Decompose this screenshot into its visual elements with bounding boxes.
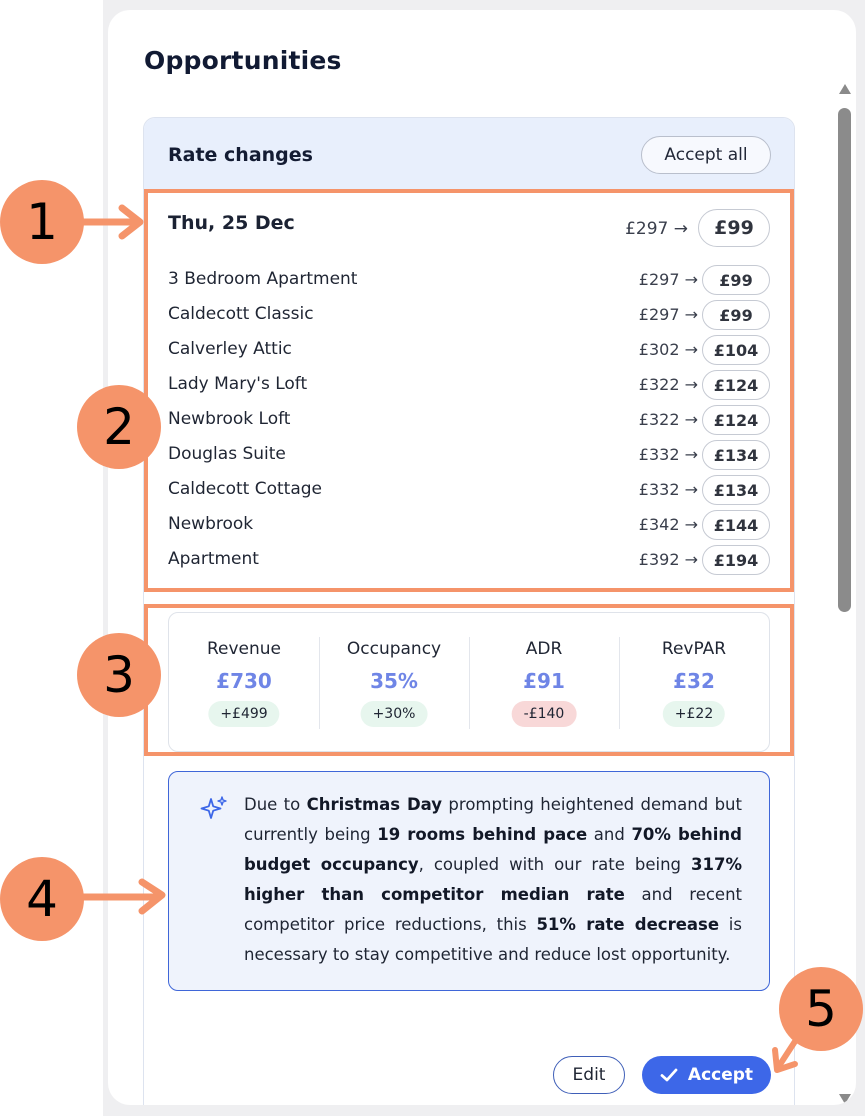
annotation-badge-1: 1 — [0, 180, 84, 264]
room-new-rate[interactable]: £144 — [702, 510, 770, 540]
stat-value: £32 — [673, 669, 715, 693]
arrow-5-icon — [765, 1020, 815, 1080]
stat-label: ADR — [525, 639, 563, 659]
accept-button[interactable] — [642, 1056, 771, 1094]
room-old-rate: £297 → — [638, 270, 698, 289]
room-name: Caldecott Cottage — [168, 479, 323, 499]
annotation-badge-5: 5 — [779, 967, 863, 1051]
accept-all-button[interactable]: Accept all — [641, 136, 771, 174]
stat-value: £91 — [523, 669, 565, 693]
room-name: Lady Mary's Loft — [168, 374, 308, 394]
check-icon — [660, 1068, 678, 1082]
room-new-rate[interactable]: £124 — [702, 370, 770, 400]
room-new-rate[interactable]: £124 — [702, 405, 770, 435]
stat-value: £730 — [216, 669, 272, 693]
stat-label: Revenue — [206, 639, 282, 659]
arrow-1-icon — [80, 200, 150, 245]
highlight-rate-list — [144, 189, 794, 592]
scroll-up-arrow-icon[interactable] — [839, 84, 851, 94]
stat-value: 35% — [370, 669, 418, 693]
insight-segment: prompting heightened demand but currently being — [244, 795, 742, 844]
page-title: Opportunities — [144, 46, 342, 75]
room-new-rate[interactable]: £134 — [702, 440, 770, 470]
room-new-rate[interactable]: £99 — [702, 300, 770, 330]
insight-segment: and recent competitor price reductions, this — [244, 885, 742, 934]
room-name: Newbrook — [168, 514, 254, 534]
room-old-rate: £322 → — [638, 375, 698, 394]
panel-title: Rate changes — [168, 144, 313, 166]
annotation-badge-4: 4 — [0, 857, 84, 941]
annotation-badge-2: 2 — [77, 385, 161, 469]
sparkle-icon — [199, 794, 229, 824]
stat-change-badge: +£22 — [663, 701, 725, 727]
room-old-rate: £302 → — [638, 340, 698, 359]
insight-segment: is necessary to stay competitive and reduce lost opportunity. — [244, 915, 742, 964]
insight-segment: Due to — [244, 795, 307, 814]
room-old-rate: £392 → — [638, 550, 698, 569]
accept-button-label: Accept — [687, 1065, 754, 1085]
date-new-rate[interactable]: £99 — [698, 209, 770, 247]
annotation-badge-3: 3 — [77, 633, 161, 717]
stat-label: Occupancy — [346, 639, 442, 659]
room-old-rate: £332 → — [638, 445, 698, 464]
insight-highlight: Christmas Day — [306, 795, 443, 814]
scroll-thumb[interactable] — [838, 108, 851, 612]
stat-change-badge: -£140 — [512, 701, 577, 727]
insight-text — [244, 790, 742, 970]
insight-segment: and — [587, 825, 632, 844]
room-old-rate: £332 → — [638, 480, 698, 499]
vertical-scrollbar[interactable] — [836, 84, 856, 1104]
insight-highlight: 70% behind budget occupancy — [244, 825, 742, 874]
insight-highlight: 19 rooms behind pace — [377, 825, 588, 844]
date-old-rate: £297 → — [625, 219, 688, 239]
room-old-rate: £322 → — [638, 410, 698, 429]
date-label: Thu, 25 Dec — [168, 212, 295, 234]
room-old-rate: £342 → — [638, 515, 698, 534]
highlight-stats — [144, 604, 794, 756]
panel-header — [144, 118, 795, 192]
room-name: 3 Bedroom Apartment — [168, 269, 358, 289]
insight-highlight: 51% rate decrease — [536, 915, 720, 934]
stat-change-badge: +£499 — [208, 701, 279, 727]
stat-label: RevPAR — [661, 639, 727, 659]
stat-change-badge: +30% — [361, 701, 428, 727]
edit-button[interactable]: Edit — [553, 1056, 625, 1094]
insight-segment: , coupled with our rate being — [418, 855, 692, 874]
room-new-rate[interactable]: £134 — [702, 475, 770, 505]
left-margin — [0, 0, 103, 1116]
room-old-rate: £297 → — [638, 305, 698, 324]
room-new-rate[interactable]: £99 — [702, 265, 770, 295]
room-name: Douglas Suite — [168, 444, 286, 464]
room-name: Apartment — [168, 549, 259, 569]
room-new-rate[interactable]: £194 — [702, 545, 770, 575]
room-name: Newbrook Loft — [168, 409, 291, 429]
arrow-4-icon — [82, 873, 172, 918]
room-name: Calverley Attic — [168, 339, 292, 359]
recommendation-insight — [168, 771, 770, 991]
room-new-rate[interactable]: £104 — [702, 335, 770, 365]
room-name: Caldecott Classic — [168, 304, 314, 324]
scroll-down-arrow-icon[interactable] — [839, 1094, 851, 1104]
insight-highlight: 317% higher than competitor median rate — [244, 855, 742, 904]
